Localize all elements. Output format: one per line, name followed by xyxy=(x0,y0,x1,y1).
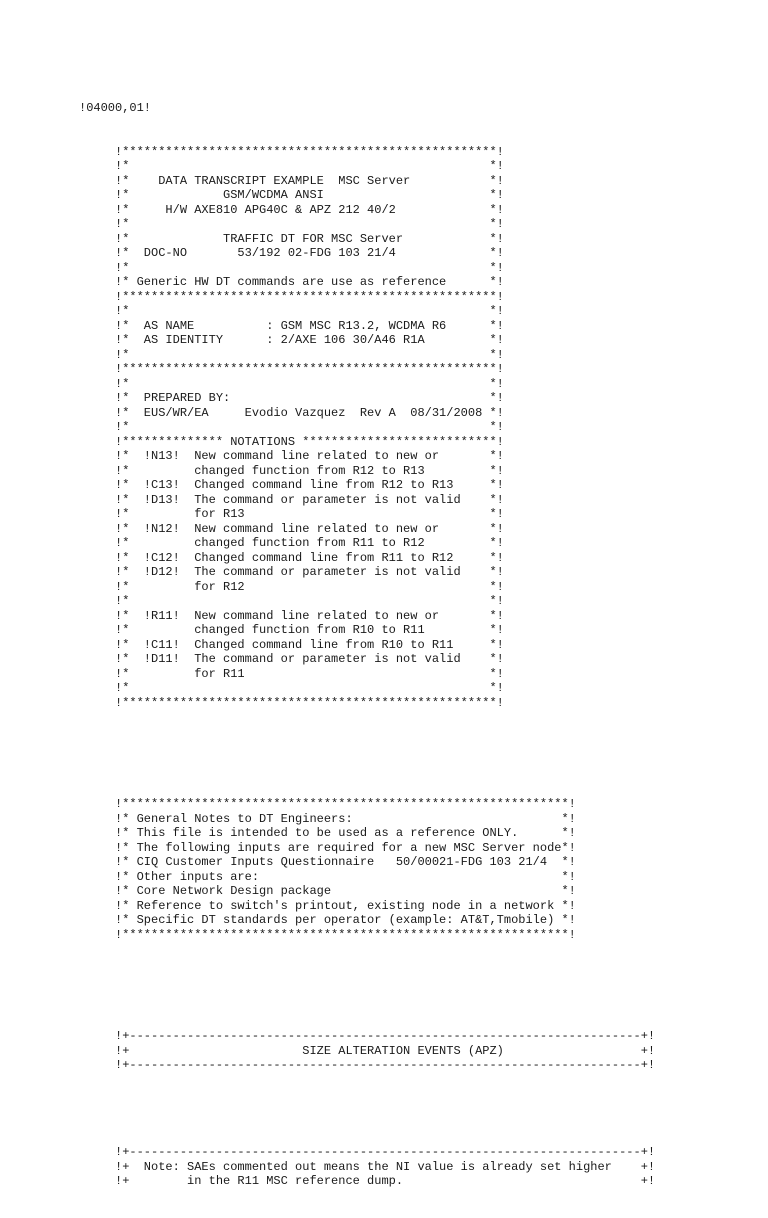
dt-header-block xyxy=(79,145,655,711)
listing-line: !************** NOTATIONS ***************************! xyxy=(79,434,504,449)
listing-line: !* changed function from R11 to R12 *! xyxy=(79,536,504,550)
listing-line: !* for R13 *! xyxy=(79,507,504,521)
listing-line: !* !R11! New command line related to new or *! xyxy=(79,608,504,623)
listing-line: !* This file is intended to be used as a reference ONLY. *! xyxy=(79,826,576,840)
listing-line: !****************************************************! xyxy=(79,289,504,304)
listing-line: !**************************************************************! xyxy=(79,797,576,811)
listing-line: !* AS IDENTITY : 2/AXE 106 30/A46 R1A *! xyxy=(79,333,504,347)
listing-line: !****************************************************! xyxy=(79,695,504,710)
listing-line: !* Reference to switch's printout, existing node in a network *! xyxy=(79,898,576,913)
listing-line: !* *! xyxy=(79,217,504,231)
listing-line: !* The following inputs are required for a new MSC Server node*! xyxy=(79,840,576,855)
spacer xyxy=(79,971,655,1000)
listing-line: !* CIQ Customer Inputs Questionnaire 50/00021-FDG 103 21/4 *! xyxy=(79,855,576,869)
listing-line: !+ SIZE ALTERATION EVENTS (APZ) +! xyxy=(79,1043,656,1058)
listing-line: !+-----------------------------------------------------------------------+! xyxy=(79,1058,656,1072)
listing-line: !* changed function from R10 to R11 *! xyxy=(79,623,504,637)
listing-line: !* !N13! New command line related to new or *! xyxy=(79,449,504,463)
spacer xyxy=(79,739,655,768)
sae-header-block xyxy=(79,1029,655,1073)
listing-line: !* !C13! Changed command line from R12 to R13 *! xyxy=(79,478,504,492)
listing-line: !* Core Network Design package *! xyxy=(79,884,576,898)
listing-line: !****************************************************! xyxy=(79,144,504,159)
listing-line: !* Other inputs are: *! xyxy=(79,869,576,884)
listing-line: !**************************************************************! xyxy=(79,927,576,942)
listing-line: !* !D12! The command or parameter is not valid *! xyxy=(79,565,504,579)
listing-line: !* *! xyxy=(79,159,504,173)
listing-line: !* GSM/WCDMA ANSI *! xyxy=(79,188,504,202)
dt-listing xyxy=(79,72,655,1218)
listing-line: !* changed function from R12 to R13 *! xyxy=(79,463,504,478)
listing-line: !+ in the R11 MSC reference dump. +! xyxy=(79,1174,656,1188)
listing-line: !* *! xyxy=(79,304,504,318)
spacer xyxy=(79,1102,655,1117)
listing-line: !* H/W AXE810 APG40C & APZ 212 40/2 *! xyxy=(79,202,504,217)
listing-line: !* for R11 *! xyxy=(79,666,504,681)
listing-line: !* Specific DT standards per operator (example: AT&T,Tmobile) *! xyxy=(79,913,576,927)
listing-line: !* Generic HW DT commands are use as reference *! xyxy=(79,275,504,289)
listing-line: !* *! xyxy=(79,420,504,434)
listing-line: !* !C11! Changed command line from R10 to R11 *! xyxy=(79,637,504,652)
listing-line: !* PREPARED BY: *! xyxy=(79,391,504,405)
header-line: !04000,01! xyxy=(79,101,152,115)
listing-line: !* AS NAME : GSM MSC R13.2, WCDMA R6 *! xyxy=(79,318,504,333)
listing-line: !* *! xyxy=(79,347,504,362)
listing-line: !* !D11! The command or parameter is not valid *! xyxy=(79,652,504,666)
listing-line: !* General Notes to DT Engineers: *! xyxy=(79,811,576,826)
listing-line: !* *! xyxy=(79,260,504,275)
listing-line: !* EUS/WR/EA Evodio Vazquez Rev A 08/31/2008 *! xyxy=(79,405,504,420)
listing-line: !+ Note: SAEs commented out means the NI value is already set higher +! xyxy=(79,1159,656,1174)
listing-line: !* !D13! The command or parameter is not valid *! xyxy=(79,492,504,507)
listing-line: !****************************************************! xyxy=(79,362,504,376)
listing-line: !* for R12 *! xyxy=(79,579,504,594)
sae-note-block xyxy=(79,1145,655,1189)
listing-line: !+-----------------------------------------------------------------------+! xyxy=(79,1145,656,1159)
listing-line: !* !N12! New command line related to new or *! xyxy=(79,521,504,536)
listing-line: !* DOC-NO 53/192 02-FDG 103 21/4 *! xyxy=(79,246,504,260)
listing-line: !* TRAFFIC DT FOR MSC Server *! xyxy=(79,231,504,246)
listing-line: !* DATA TRANSCRIPT EXAMPLE MSC Server *! xyxy=(79,173,504,188)
listing-line: !+-----------------------------------------------------------------------+! xyxy=(79,1029,656,1043)
listing-line: !* !C12! Changed command line from R11 to R12 *! xyxy=(79,550,504,565)
general-notes-block xyxy=(79,797,655,942)
listing-line: !* *! xyxy=(79,376,504,391)
listing-line: !* *! xyxy=(79,594,504,608)
listing-line: !* *! xyxy=(79,681,504,695)
